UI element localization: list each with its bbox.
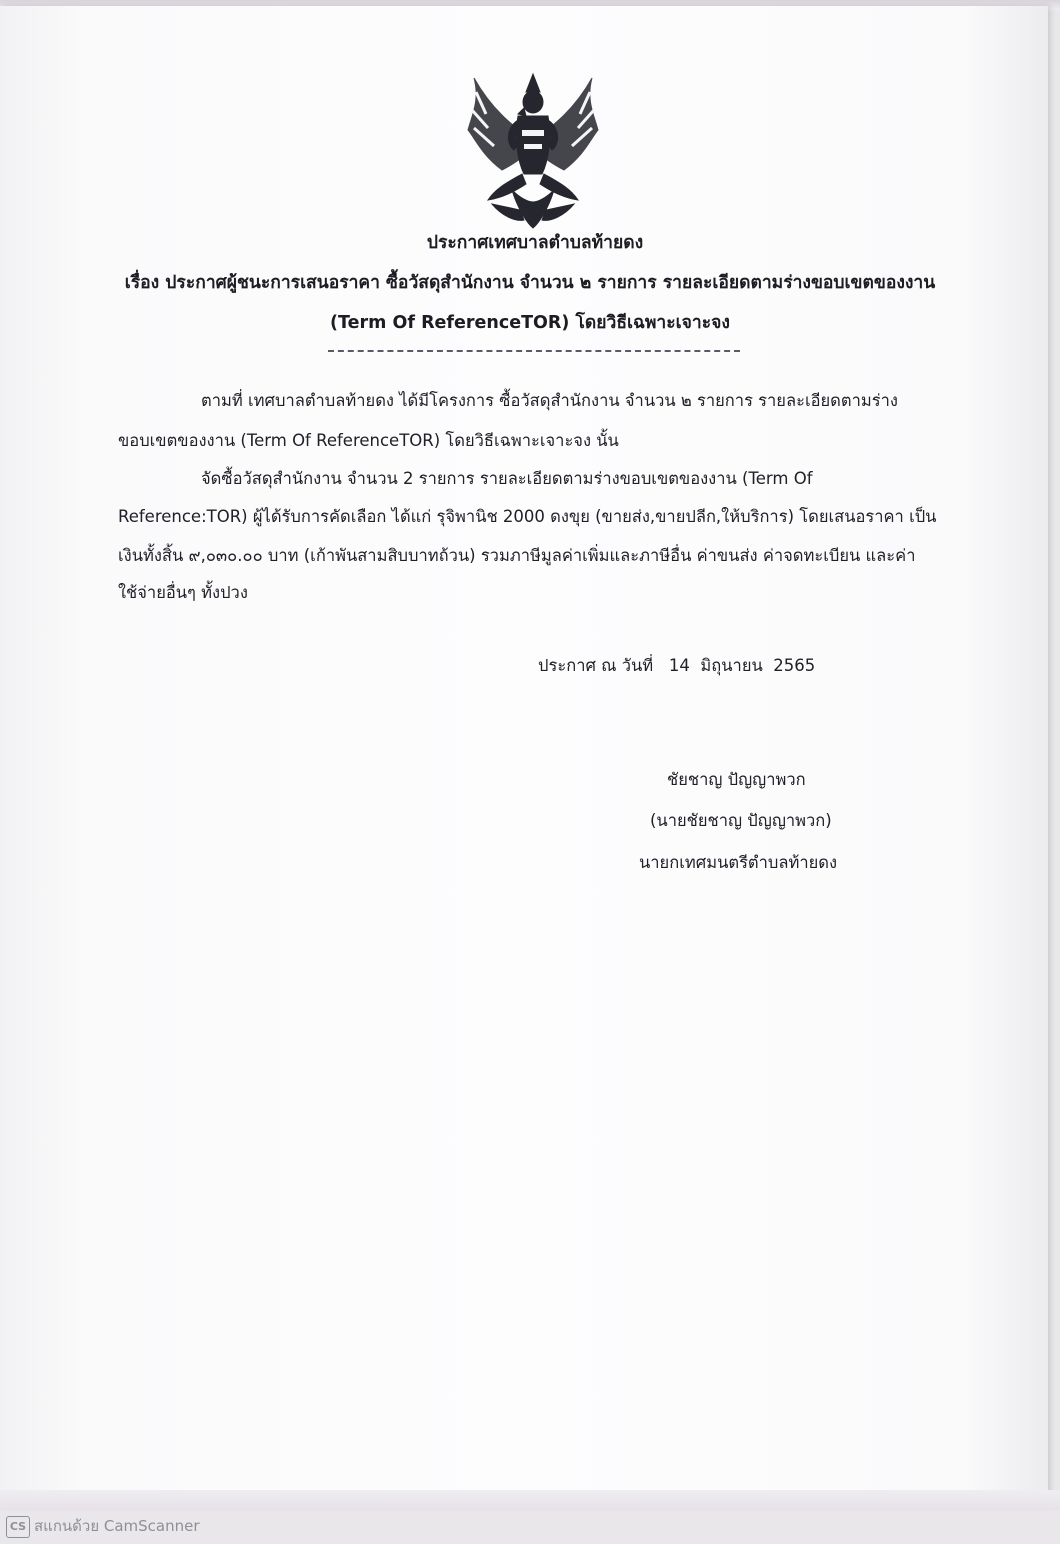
- date-day: 14: [668, 656, 690, 675]
- date-label: ประกาศ ณ วันที่: [538, 656, 654, 675]
- garuda-emblem-icon: [462, 70, 604, 230]
- paragraph-2-line-1: จัดซื้อวัสดุสำนักงาน จำนวน 2 รายการ รายละเอียดตามร่างขอบเขตของงาน (Term Of: [201, 469, 813, 488]
- camscanner-logo-icon: CS: [6, 1516, 30, 1538]
- paragraph-2-line-2: Reference:TOR) ผู้ได้รับการคัดเลือก ได้แก่ รุจิพานิช 2000 ดงขุย (ขายส่ง,ขายปลีก,ให้บริการ) โดยเสนอราคา เป็น: [118, 507, 937, 526]
- paragraph-2-line-3: เงินทั้งสิ้น ๙,๐๓๐.๐๐ บาท (เก้าพันสามสิบบาทถ้วน) รวมภาษีมูลค่าเพิ่มและภาษีอื่น ค่าขนส่ง ค่าจดทะเบียน และค่า: [118, 546, 916, 565]
- scan-bottom-edge: [0, 1490, 1060, 1510]
- paragraph-1-line-2: ขอบเขตของงาน (Term Of ReferenceTOR) โดยวิธีเฉพาะเจาะจง นั้น: [118, 431, 619, 450]
- separator-dashed: [328, 350, 740, 352]
- date-year: 2565: [773, 656, 816, 675]
- date-month: มิถุนายน: [700, 656, 763, 675]
- org-title: ประกาศเทศบาลตำบลท้ายดง: [426, 233, 644, 253]
- signature-name: ชัยชาญ ปัญญาพวก: [667, 770, 806, 789]
- signatory-position: นายกเทศมนตรีตำบลท้ายดง: [639, 853, 838, 872]
- paragraph-2-line-4: ใช้จ่ายอื่นๆ ทั้งปวง: [118, 583, 248, 602]
- subject-line-1: เรื่อง ประกาศผู้ชนะการเสนอราคา ซื้อวัสดุสำนักงาน จำนวน ๒ รายการ รายละเอียดตามร่างขอบเขตของงาน: [124, 273, 936, 293]
- camscanner-watermark: [6, 1514, 200, 1538]
- signatory-full-name: (นายชัยชาญ ปัญญาพวก): [650, 811, 832, 830]
- subject-line-2: (Term Of ReferenceTOR) โดยวิธีเฉพาะเจาะจง: [330, 313, 730, 333]
- announcement-date: [538, 653, 815, 679]
- camscanner-text: สแกนด้วย CamScanner: [34, 1517, 200, 1535]
- paragraph-1-line-1: ตามที่ เทศบาลตำบลท้ายดง ได้มีโครงการ ซื้อวัสดุสำนักงาน จำนวน ๒ รายการ รายละเอียดตามร่าง: [201, 391, 898, 410]
